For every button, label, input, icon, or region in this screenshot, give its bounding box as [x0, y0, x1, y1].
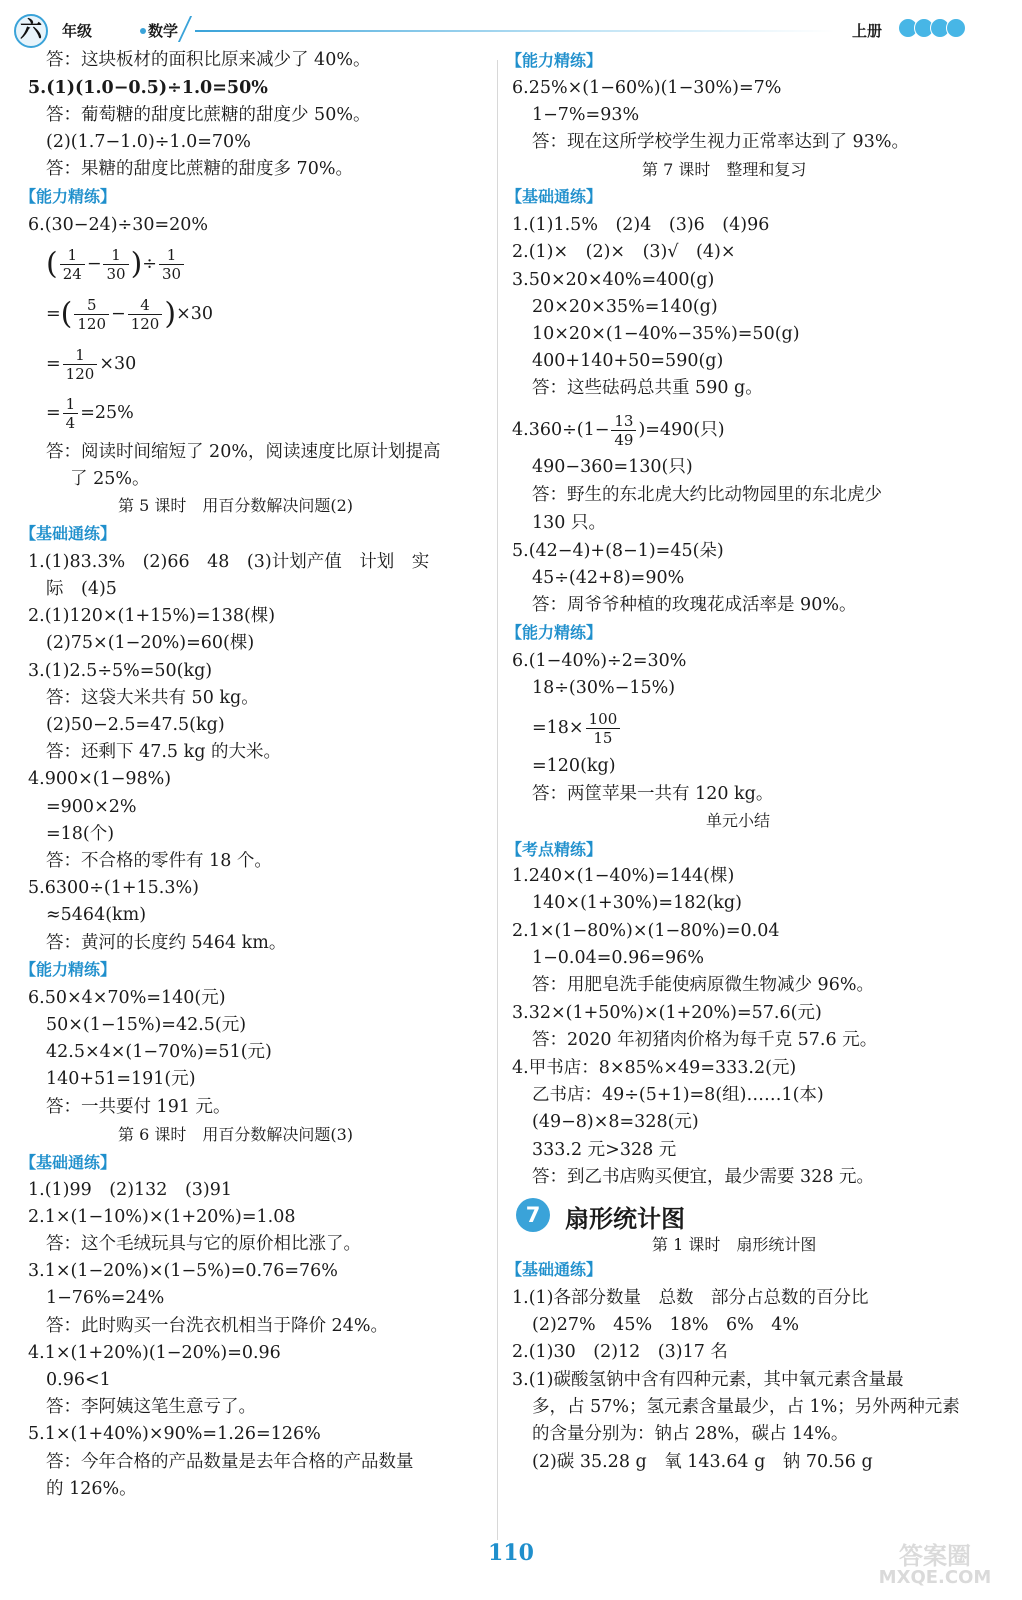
problem-line: 0.96<1	[46, 1370, 111, 1390]
problem-line: (2)50−2.5=47.5(kg)	[46, 715, 225, 735]
grade-badge: 六	[14, 14, 48, 48]
answer-line: 答：野生的东北虎大约比动物园里的东北虎少	[532, 485, 882, 505]
fraction-expression: =18× $\frac{100}{15}$	[532, 708, 622, 748]
section-heading: 【基础通练】	[506, 187, 603, 206]
problem-line: 333.2 元>328 元	[532, 1140, 677, 1160]
section-heading: 【考点精练】	[506, 840, 603, 859]
header-dot-icon	[140, 28, 146, 34]
problem-line: 1.240×(1−40%)=144(棵)	[512, 866, 735, 886]
problem-line: 45÷(42+8)=90%	[532, 568, 685, 588]
section-heading: 【能力精练】	[20, 187, 117, 206]
header-rule	[195, 30, 835, 32]
answer-line: 答：葡萄糖的甜度比蔗糖的甜度少 50%。	[46, 105, 371, 125]
problem-line: 6.50×4×70%=140(元)	[28, 988, 226, 1008]
problem-line: 1.(1)99 (2)132 (3)91	[28, 1180, 233, 1200]
problem-line: (2)27% 45% 18% 6% 4%	[532, 1315, 800, 1335]
lesson-title: 第 7 课时 整理和复习	[642, 160, 807, 179]
page-number: 110	[488, 1540, 534, 1566]
problem-line: 乙书店：49÷(5+1)=8(组)……1(本)	[532, 1085, 824, 1105]
lesson-title: 第 6 课时 用百分数解决问题(3)	[118, 1125, 354, 1144]
section-heading: 【基础通练】	[20, 524, 117, 543]
answer-line: 答：周爷爷种植的玫瑰花成活率是 90%。	[532, 595, 857, 615]
answer-line: 答：这袋大米共有 50 kg。	[46, 688, 259, 708]
lesson-title: 第 5 课时 用百分数解决问题(2)	[118, 496, 354, 515]
page-header	[0, 0, 1022, 52]
fraction-expression: 4.360÷(1− $\frac{13}{49}$ )=490(只)	[512, 412, 725, 449]
problem-line: 1−7%=93%	[532, 105, 640, 125]
problem-line: 6.(30−24)÷30=20%	[28, 215, 209, 235]
problem-line: 4.甲书店：8×85%×49=333.2(元)	[512, 1058, 797, 1078]
problem-line: 5.1×(1+40%)×90%=1.26=126%	[28, 1424, 321, 1444]
answer-line: 答：这块板材的面积比原来减少了 40%。	[46, 50, 371, 70]
problem-line: 42.5×4×(1−70%)=51(元)	[46, 1042, 272, 1062]
section-heading: 【能力精练】	[506, 623, 603, 642]
problem-line: (2)75×(1−20%)=60(棵)	[46, 633, 255, 653]
volume-label: 上册	[852, 22, 883, 40]
section-heading: 【基础通练】	[20, 1153, 117, 1172]
problem-line: 2.1×(1−80%)×(1−80%)=0.04	[512, 921, 780, 941]
subject-label: 数学	[148, 22, 179, 40]
problem-line: 3.32×(1+50%)×(1+20%)=57.6(元)	[512, 1003, 822, 1023]
fraction-expression: = $\frac{1}{4}$ =25%	[46, 395, 134, 432]
answer-line: 答：用肥皂洗手能使病原微生物减少 96%。	[532, 975, 874, 995]
answer-line: 答：这些砝码总共重 590 g。	[532, 378, 763, 398]
problem-line: 140×(1+30%)=182(kg)	[532, 893, 742, 913]
chapter-number-badge: 7	[516, 1198, 550, 1232]
lesson-title: 第 1 课时 扇形统计图	[652, 1235, 817, 1254]
fraction-expression: = $\frac{1}{120}$ ×30	[46, 346, 137, 383]
problem-line: =18(个)	[46, 824, 115, 844]
answer-line: 答：果糖的甜度比蔗糖的甜度多 70%。	[46, 159, 353, 179]
problem-line: ≈5464(km)	[46, 905, 147, 925]
answer-line: 答：到乙书店购买便宜，最少需要 328 元。	[532, 1167, 875, 1187]
problem-line: 4.900×(1−98%)	[28, 769, 172, 789]
column-divider	[497, 60, 498, 1540]
answer-line: 答：李阿姨这笔生意亏了。	[46, 1397, 256, 1417]
problem-line: 3.50×20×40%=400(g)	[512, 270, 715, 290]
chapter-title: 扇形统计图	[565, 1205, 685, 1233]
problem-line: 50×(1−15%)=42.5(元)	[46, 1015, 247, 1035]
problem-line: 400+140+50=590(g)	[532, 351, 724, 371]
problem-line: =900×2%	[46, 797, 137, 817]
problem-line: 3.(1)碳酸氢钠中含有四种元素，其中氧元素含量最	[512, 1370, 904, 1390]
problem-line: 20×20×35%=140(g)	[532, 297, 718, 317]
problem-line: 4.1×(1+20%)(1−20%)=0.96	[28, 1343, 281, 1363]
answer-line: 答：两筐苹果一共有 120 kg。	[532, 784, 774, 804]
watermark-line: MXQE.COM	[878, 1567, 992, 1588]
answer-line: 了 25%。	[70, 469, 150, 489]
answer-line: 答：黄河的长度约 5464 km。	[46, 933, 287, 953]
answer-line: 答：现在这所学校学生视力正常率达到了 93%。	[532, 132, 909, 152]
answer-line: 答：还剩下 47.5 kg 的大米。	[46, 742, 281, 762]
problem-line: 际 (4)5	[46, 579, 117, 599]
answer-line: 130 只。	[532, 513, 606, 533]
problem-line: 1.(1)各部分数量 总数 部分占总数的百分比	[512, 1288, 869, 1308]
problem-line: 1−76%=24%	[46, 1288, 165, 1308]
answer-line: 答：阅读时间缩短了 20%，阅读速度比原计划提高	[46, 442, 441, 462]
lesson-title: 单元小结	[706, 811, 771, 830]
answer-line: 答：这个毛绒玩具与它的原价相比涨了。	[46, 1234, 361, 1254]
problem-line: 2.1×(1−10%)×(1+20%)=1.08	[28, 1207, 296, 1227]
header-circles-decoration	[898, 18, 962, 36]
problem-line: 2.(1)× (2)× (3)√ (4)×	[512, 242, 736, 262]
answer-line: 答：2020 年初猪肉价格为每千克 57.6 元。	[532, 1030, 878, 1050]
problem-line: 140+51=191(元)	[46, 1069, 196, 1089]
answer-line: 答：此时购买一台洗衣机相当于降价 24%。	[46, 1316, 388, 1336]
problem-line: 5.(1)(1.0−0.5)÷1.0=50%	[28, 78, 268, 98]
problem-line: 2.(1)120×(1+15%)=138(棵)	[28, 606, 276, 626]
problem-line: 1.(1)83.3% (2)66 48 (3)计划产值 计划 实	[28, 552, 430, 572]
answer-line: 答：一共要付 191 元。	[46, 1097, 231, 1117]
problem-line: 1.(1)1.5% (2)4 (3)6 (4)96	[512, 215, 770, 235]
problem-line: 6.(1−40%)÷2=30%	[512, 651, 687, 671]
problem-line: 的含量分别为：钠占 28%，碳占 14%。	[532, 1424, 849, 1444]
problem-line: 18÷(30%−15%)	[532, 678, 676, 698]
problem-line: (49−8)×8=328(元)	[532, 1112, 699, 1132]
problem-line: (2)碳 35.28 g 氧 143.64 g 钠 70.56 g	[532, 1452, 873, 1472]
section-heading: 【基础通练】	[506, 1260, 603, 1279]
answer-line: 答：不合格的零件有 18 个。	[46, 851, 272, 871]
answer-line: 的 126%。	[46, 1479, 137, 1499]
watermark-logo	[860, 1542, 1010, 1595]
problem-line: 10×20×(1−40%−35%)=50(g)	[532, 324, 800, 344]
problem-line: 3.(1)2.5÷5%=50(kg)	[28, 661, 213, 681]
problem-line: 多，占 57%；氢元素含量最少，占 1%；另外两种元素	[532, 1397, 960, 1417]
watermark-line: 答案圈	[899, 1542, 971, 1570]
problem-line: 490−360=130(只)	[532, 457, 693, 477]
problem-line: 5.(42−4)+(8−1)=45(朵)	[512, 541, 724, 561]
problem-line: 6.25%×(1−60%)(1−30%)=7%	[512, 78, 782, 98]
problem-line: 2.(1)30 (2)12 (3)17 名	[512, 1342, 728, 1362]
fraction-expression: ( $\frac{1}{24}$ − $\frac{1}{30}$ )÷ $\frac{1}{30}$	[46, 244, 186, 284]
problem-line: (2)(1.7−1.0)÷1.0=70%	[46, 132, 251, 152]
section-heading: 【能力精练】	[506, 51, 603, 70]
fraction-expression: =( $\frac{5}{120}$ − $\frac{4}{120}$ )×30	[46, 296, 213, 333]
problem-line: =120(kg)	[532, 756, 616, 776]
grade-label: 年级	[62, 22, 93, 40]
problem-line: 1−0.04=0.96=96%	[532, 948, 704, 968]
problem-line: 3.1×(1−20%)×(1−5%)=0.76=76%	[28, 1261, 338, 1281]
section-heading: 【能力精练】	[20, 960, 117, 979]
problem-line: 5.6300÷(1+15.3%)	[28, 878, 199, 898]
answer-line: 答：今年合格的产品数量是去年合格的产品数量	[46, 1452, 414, 1472]
